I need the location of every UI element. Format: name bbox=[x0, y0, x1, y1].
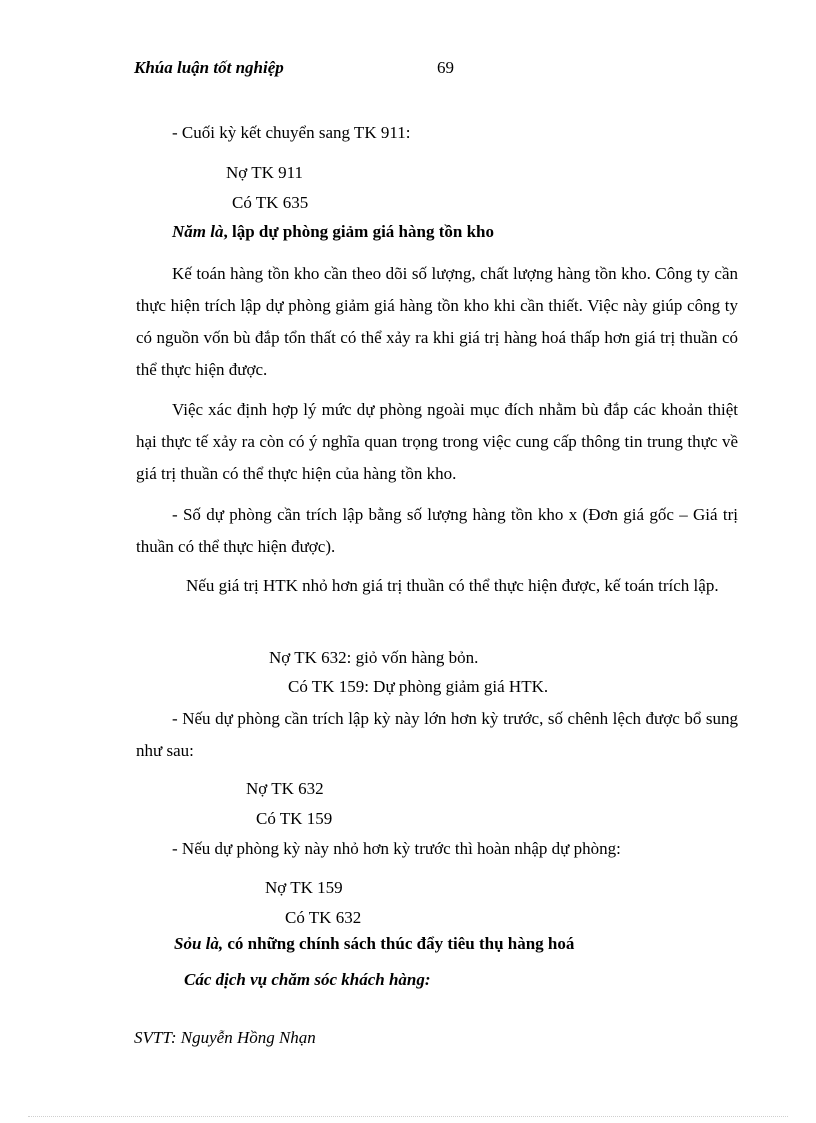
section-heading-lead: Năm là bbox=[172, 222, 224, 241]
footer-author: SVTT: Nguyễn Hồng Nhạn bbox=[134, 1028, 316, 1047]
text-line: Có TK 159 bbox=[256, 809, 333, 828]
document-header-title: Khúa luận tốt nghiệp bbox=[134, 58, 284, 77]
page-bottom-divider bbox=[28, 1116, 788, 1117]
paragraph: Việc xác định hợp lý mức dự phòng ngoài mục đích nhằm bù đắp các khoản thiệt hại thực tế xảy ra còn có ý nghĩa quan trọng trong việc cung cấp thông tin trung thực về giá trị thuần có thể thực hiện của hàng tồn kho. bbox=[136, 400, 738, 483]
text-line: - Nếu dự phòng kỳ này nhỏ hơn kỳ trước thì hoàn nhập dự phòng: bbox=[172, 839, 621, 858]
text-line: Có TK 635 bbox=[232, 193, 309, 212]
text-line: Nợ TK 911 bbox=[226, 163, 303, 182]
subheading: Các dịch vụ chăm sóc khách hàng: bbox=[184, 970, 431, 989]
text-line: Có TK 632 bbox=[285, 908, 362, 927]
text-line: Nợ TK 632 bbox=[246, 779, 324, 798]
paragraph: Kế toán hàng tồn kho cần theo dõi số lượng, chất lượng hàng tồn kho. Công ty cần thực hiện trích lập dự phòng giảm giá hàng tồn kho khi cần thiết. Việc này giúp công ty có nguồn vốn bù đắp tổn thất có thể xảy ra khi giá trị hàng hoá thấp hơn giá trị thuần có thể thực hiện được. bbox=[136, 264, 738, 379]
text-line: - Cuối kỳ kết chuyển sang TK 911: bbox=[172, 123, 411, 142]
paragraph: - Số dự phòng cần trích lập bằng số lượng hàng tồn kho x (Đơn giá gốc – Giá trị thuần có thể thực hiện được). bbox=[136, 505, 738, 556]
section-heading-text: có những chính sách thúc đẩy tiêu thụ hàng hoá bbox=[223, 934, 575, 953]
page-number: 69 bbox=[437, 58, 454, 77]
section-heading bbox=[172, 222, 494, 242]
paragraph: Nếu giá trị HTK nhỏ hơn giá trị thuần có thể thực hiện được, kế toán trích lập. bbox=[186, 576, 719, 595]
section-heading-lead: Sỏu là, bbox=[174, 934, 224, 953]
section-heading-text: , lập dự phòng giảm giá hàng tồn kho bbox=[223, 222, 494, 241]
text-line: Có TK 159: Dự phòng giảm giá HTK. bbox=[288, 677, 549, 696]
section-heading bbox=[174, 934, 574, 954]
text-line: Nợ TK 632: giỏ vốn hàng bỏn. bbox=[269, 648, 479, 667]
text-line: Nợ TK 159 bbox=[265, 878, 343, 897]
paragraph: - Nếu dự phòng cần trích lập kỳ này lớn hơn kỳ trước, số chênh lệch được bổ sung như sau: bbox=[136, 709, 738, 760]
